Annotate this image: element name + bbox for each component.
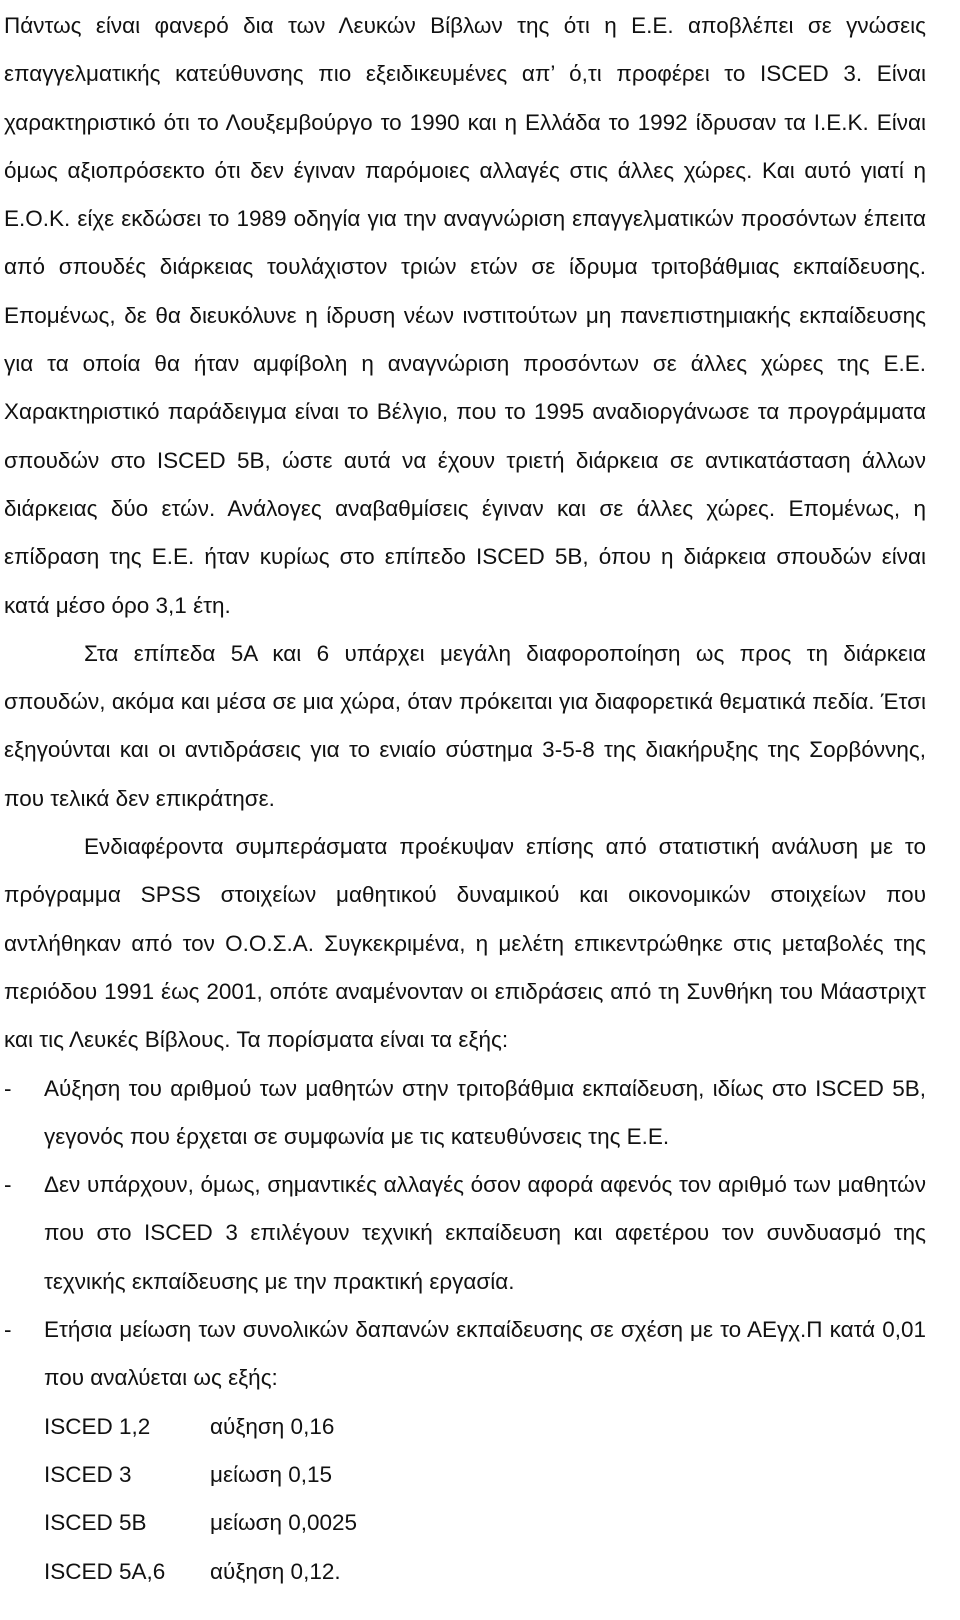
- bullet-item-spending-decrease: [4, 1306, 926, 1403]
- paragraph-levels-5a-6: Στα επίπεδα 5Α και 6 υπάρχει μεγάλη διαφοροποίηση ως προς τη διάρκεια σπουδών, ακόμα και μέσα σε μια χώρα, όταν πρόκειται για διαφορετικά θεματικά πεδία. Έτσι εξηγούνται και οι αντιδράσεις για το ενιαίο σύστημα 3-5-8 της διακήρυξης της Σορβόννης, που τελικά δεν επικράτησε.: [4, 640, 926, 811]
- isced-row: [4, 1499, 926, 1547]
- bullet-text: Δεν υπάρχουν, όμως, σημαντικές αλλαγές όσον αφορά αφενός τον αριθμό των μαθητών που στο ISCED 3 επιλέγουν τεχνική εκπαίδευση και αφετέρου τον συνδυασμό της τεχνικής εκπαίδευσης με την πρακτική εργασία.: [44, 1172, 926, 1294]
- isced-change: μείωση 0,0025: [210, 1510, 358, 1536]
- isced-level: ISCED 5A,6: [44, 1558, 166, 1584]
- paragraph-spss-analysis: Ενδιαφέροντα συμπεράσματα προέκυψαν επίσης από στατιστική ανάλυση με το πρόγραμμα SPSS στοιχείων μαθητικού δυναμικού και οικονομικών στοιχείων που αντλήθηκαν από τον Ο.Ο.Σ.Α. Συγκεκριμένα, η μελέτη επικεντρώθηκε στις μεταβολές της περιόδου 1991 έως 2001, οπότε αναμένονταν οι επιδράσεις από τη Συνθήκη του Μάαστριχτ και τις Λευκές Βίβλους. Τα πορίσματα είναι τα εξής:: [4, 834, 926, 1053]
- isced-change: αύξηση 0,12.: [210, 1558, 341, 1584]
- bullet-text: Ετήσια μείωση των συνολικών δαπανών εκπαίδευσης σε σχέση με το ΑΕγχ.Π κατά 0,01 που αναλύεται ως εξής:: [44, 1317, 926, 1391]
- bullet-dash: -: [4, 1075, 12, 1101]
- paragraph-eu-influence: Πάντως είναι φανερό δια των Λευκών Βίβλων της ότι η Ε.Ε. αποβλέπει σε γνώσεις επαγγελματικής κατεύθυνσης πιο εξειδικευμένες απ’ ό,τι προφέρει το ISCED 3. Είναι χαρακτηριστικό ότι το Λουξεμβούργο το 1990 και η Ελλάδα το 1992 ίδρυσαν τα Ι.Ε.Κ. Είναι όμως αξιοπρόσεκτο ότι δεν έγιναν παρόμοιες αλλαγές στις άλλες χώρες. Και αυτό γιατί η Ε.Ο.Κ. είχε εκδώσει το 1989 οδηγία για την αναγνώριση επαγγελματικών προσόντων έπειτα από σπουδές διάρκειας τουλάχιστον τριών ετών σε ίδρυμα τριτοβάθμιας εκπαίδευσης. Επομένως, δε θα διευκόλυνε η ίδρυση νέων ινστιτούτων μη πανεπιστημιακής εκπαίδευσης για τα οποία θα ήταν αμφίβολη η αναγνώριση προσόντων σε άλλες χώρες της Ε.Ε. Χαρακτηριστικό παράδειγμα είναι το Βέλγιο, που το 1995 αναδιοργάνωσε τα προγράμματα σπουδών στο ISCED 5B, ώστε αυτά να έχουν τριετή διάρκεια σε αντικατάσταση άλλων διάρκειας δύο ετών. Ανάλογες αναβαθμίσεις έγιναν και σε άλλες χώρες. Επομένως, η επίδραση της Ε.Ε. ήταν κυρίως στο επίπεδο ISCED 5B, όπου η διάρκεια σπουδών είναι κατά μέσο όρο 3,1 έτη.: [4, 13, 926, 618]
- document-page: [4, 2, 926, 1596]
- bullet-item-tertiary-increase: [4, 1065, 926, 1162]
- isced-change: μείωση 0,15: [210, 1461, 333, 1487]
- isced-level: ISCED 1,2: [44, 1413, 151, 1439]
- isced-level: ISCED 5B: [44, 1510, 147, 1536]
- isced-level: ISCED 3: [44, 1461, 132, 1487]
- isced-row: [4, 1451, 926, 1499]
- bullet-text: Αύξηση του αριθμού των μαθητών στην τριτοβάθμια εκπαίδευση, ιδίως στο ISCED 5B, γεγονός που έρχεται σε συμφωνία με τις κατευθύνσεις της Ε.Ε.: [44, 1075, 926, 1149]
- isced-row: [4, 1403, 926, 1451]
- bullet-item-technical-education: [4, 1161, 926, 1306]
- bullet-dash: -: [4, 1317, 12, 1343]
- isced-row: [4, 1548, 926, 1596]
- isced-change: αύξηση 0,16: [210, 1413, 335, 1439]
- bullet-dash: -: [4, 1172, 12, 1198]
- isced-breakdown-list: [4, 1403, 926, 1596]
